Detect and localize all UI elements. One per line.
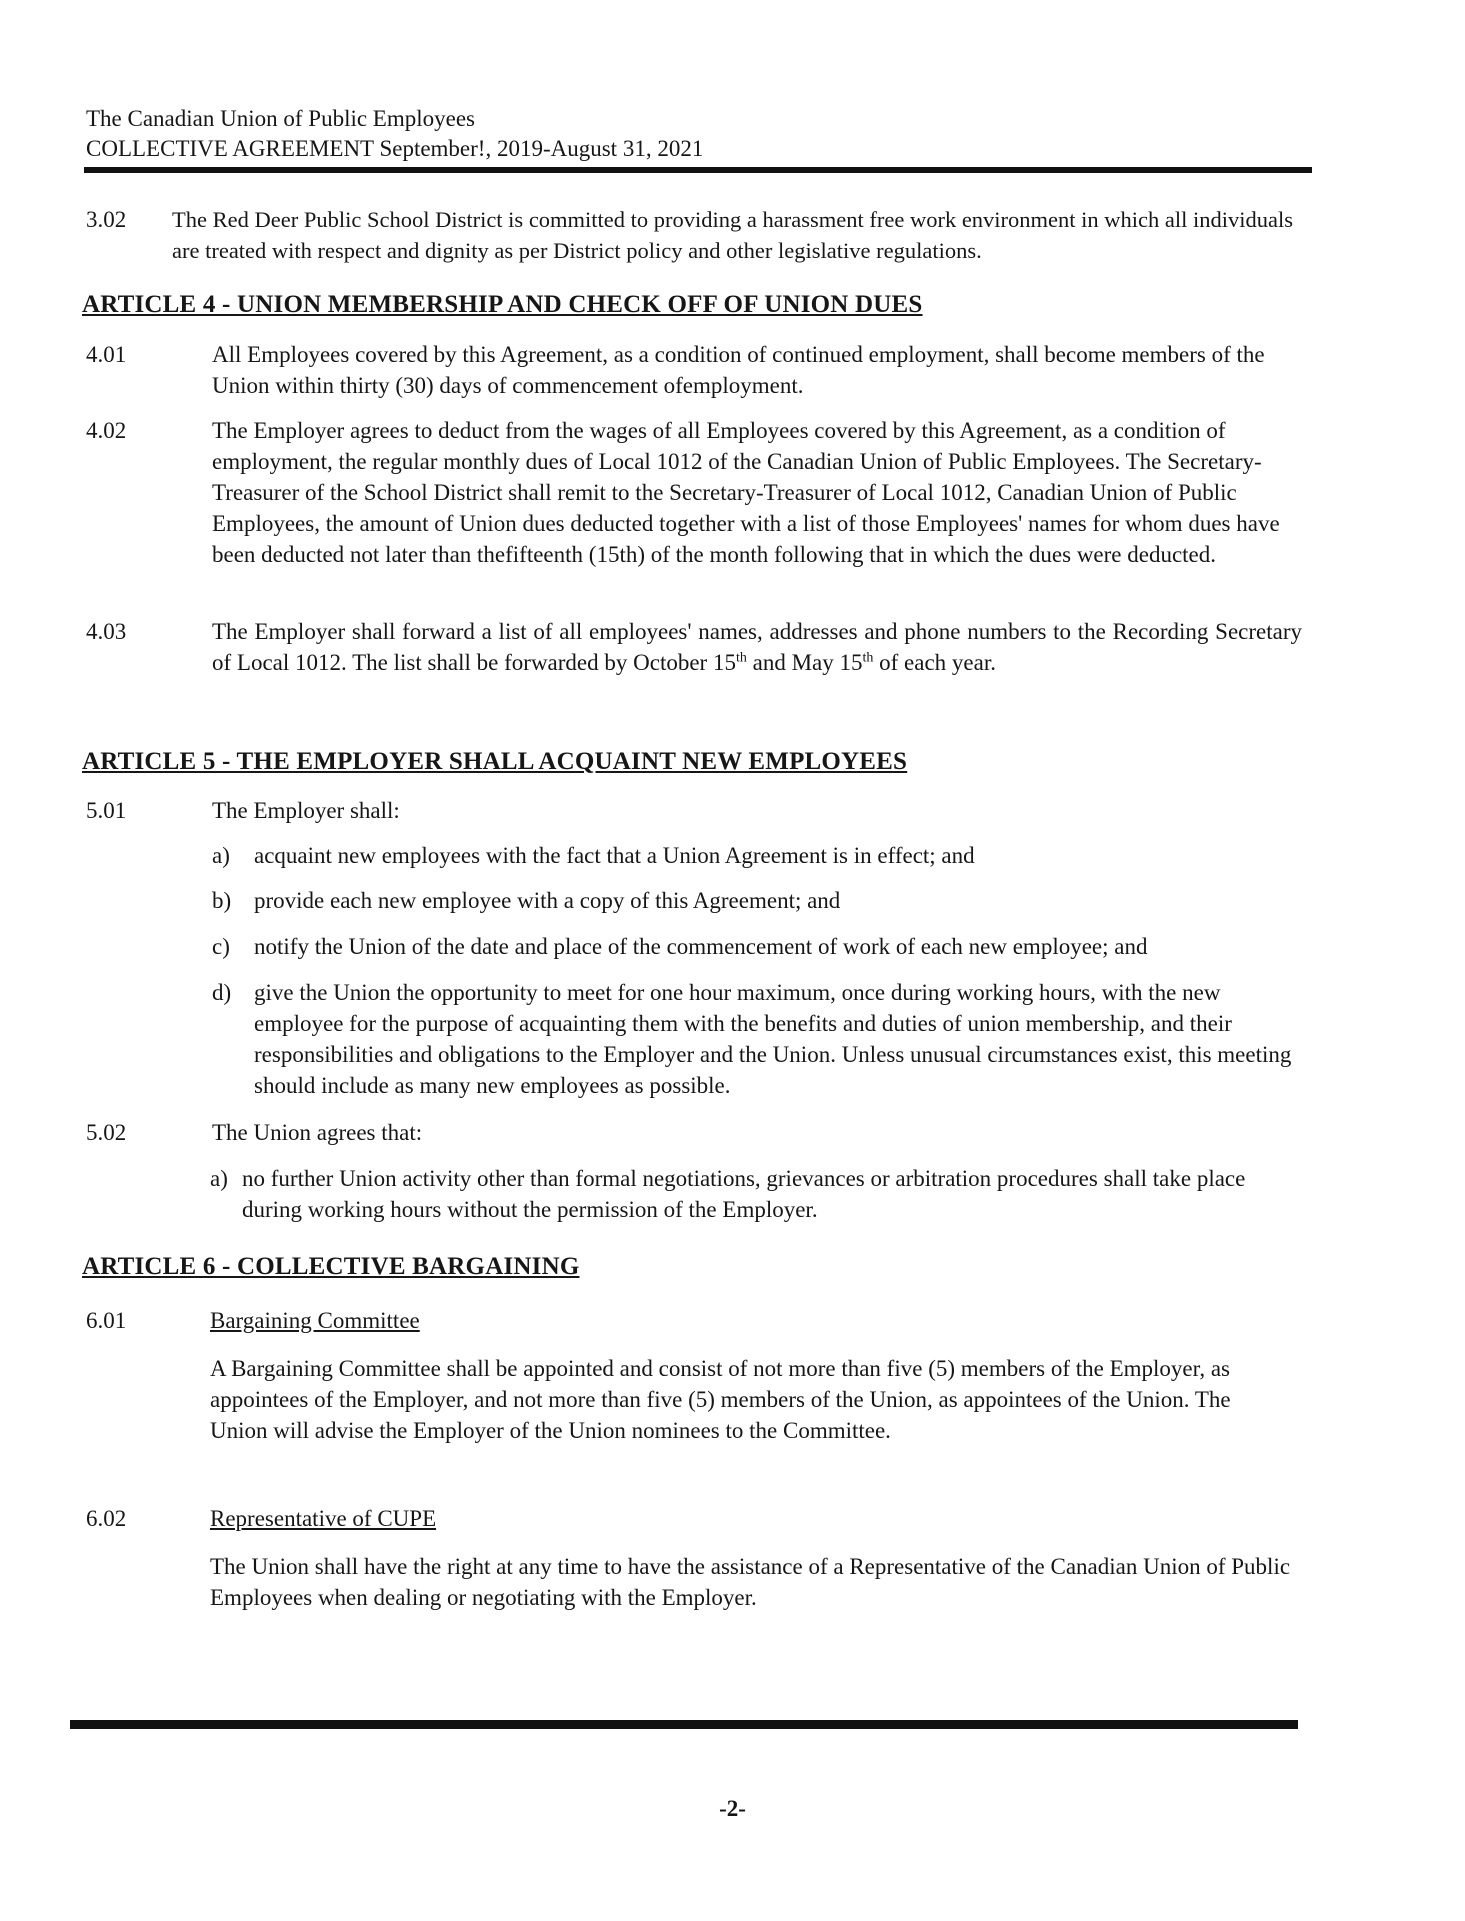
list-item <box>212 885 1302 916</box>
list-item-text: provide each new employee with a copy of this Agreement; and <box>254 888 841 913</box>
section-number-3-02: 3.02 <box>86 207 127 232</box>
section-4-01-text: All Employees covered by this Agreement, as a condition of continued employment, shall become members of the Union within thirty (30) days of commencement ofemployment. <box>212 342 1265 398</box>
list-item-text: notify the Union of the date and place of the commencement of work of each new employee; and <box>254 934 1148 959</box>
list-item-text: give the Union the opportunity to meet for one hour maximum, once during working hours, with the new employee for the purpose of acquainting them with the benefits and duties of union membership, and their responsibilities and obligations to the Employer and the Union. Unless unusual circumstances exist, this meeting should include as many new employees as possible. <box>254 980 1292 1098</box>
section-5-01-intro: The Employer shall: <box>212 798 400 823</box>
section-number-5-02: 5.02 <box>86 1120 127 1145</box>
list-item-label: a) <box>212 843 230 868</box>
section-number-4-02: 4.02 <box>86 418 127 443</box>
section-number-4-03: 4.03 <box>86 619 127 644</box>
section-6-01-text: A Bargaining Committee shall be appointed and consist of not more than five (5) members of the Employer, as appointees of the Employer, and not more than five (5) members of the Union, as appointees of the Union. The Union will advise the Employer of the Union nominees to the Committee. <box>210 1356 1231 1443</box>
list-item-text: acquaint new employees with the fact that a Union Agreement is in effect; and <box>254 843 975 868</box>
section-number-6-02: 6.02 <box>86 1506 127 1531</box>
page-number: -2- <box>719 1796 746 1821</box>
article-4-heading: ARTICLE 4 - UNION MEMBERSHIP AND CHECK OFF OF UNION DUES <box>82 291 923 318</box>
section-6-02-text: The Union shall have the right at any time to have the assistance of a Representative of the Canadian Union of Public Employees when dealing or negotiating with the Employer. <box>210 1554 1291 1610</box>
list-item-label: c) <box>212 934 230 959</box>
section-number-5-01: 5.01 <box>86 798 127 823</box>
section-5-02-intro: The Union agrees that: <box>212 1120 423 1145</box>
list-item-text: no further Union activity other than formal negotiations, grievances or arbitration procedures shall take place during working hours without the permission of the Employer. <box>242 1166 1246 1222</box>
list-item-label: d) <box>212 980 232 1005</box>
list-item <box>212 840 1302 871</box>
section-number-4-01: 4.01 <box>86 342 127 367</box>
list-item <box>212 931 1302 962</box>
section-4-02-text: The Employer agrees to deduct from the wages of all Employees covered by this Agreement, as a condition of employment, the regular monthly dues of Local 1012 of the Canadian Union of Public Employees. The Secretary-Treasurer of the School District shall remit to the Secretary-Treasurer of Local 1012, Canadian Union of Public Employees, the amount of Union dues deducted together with a list of those Employees' names for whom dues have been deducted not later than thefifteenth (15th) of the month following that in which the dues were deducted. <box>212 418 1280 567</box>
section-number-6-01: 6.01 <box>86 1308 127 1333</box>
document-header-subtitle: COLLECTIVE AGREEMENT September!, 2019-August 31, 2021 <box>86 136 704 161</box>
document-header-title: The Canadian Union of Public Employees <box>86 106 476 131</box>
header-rule <box>84 167 1312 173</box>
list-item <box>212 977 1302 1098</box>
article-5-heading: ARTICLE 5 - THE EMPLOYER SHALL ACQUAINT NEW EMPLOYEES <box>82 748 908 775</box>
section-4-03-text: The Employer shall forward a list of all employees' names, addresses and phone numbers to the Recording Secretary of Local 1012. The list shall be forwarded by October 15th and May 15th of each year. <box>212 619 1302 675</box>
list-item-label: a) <box>210 1166 228 1191</box>
footer-rule <box>70 1720 1298 1729</box>
list-item <box>210 1163 1300 1222</box>
section-6-02-title: Representative of CUPE <box>210 1506 437 1531</box>
section-6-01-title: Bargaining Committee <box>210 1308 420 1333</box>
article-6-heading: ARTICLE 6 - COLLECTIVE BARGAINING <box>82 1253 580 1280</box>
list-item-label: b) <box>212 888 232 913</box>
section-3-02-text: The Red Deer Public School District is committed to providing a harassment free work environment in which all individuals are treated with respect and dignity as per District policy and other legislative regulations. <box>172 207 1294 263</box>
